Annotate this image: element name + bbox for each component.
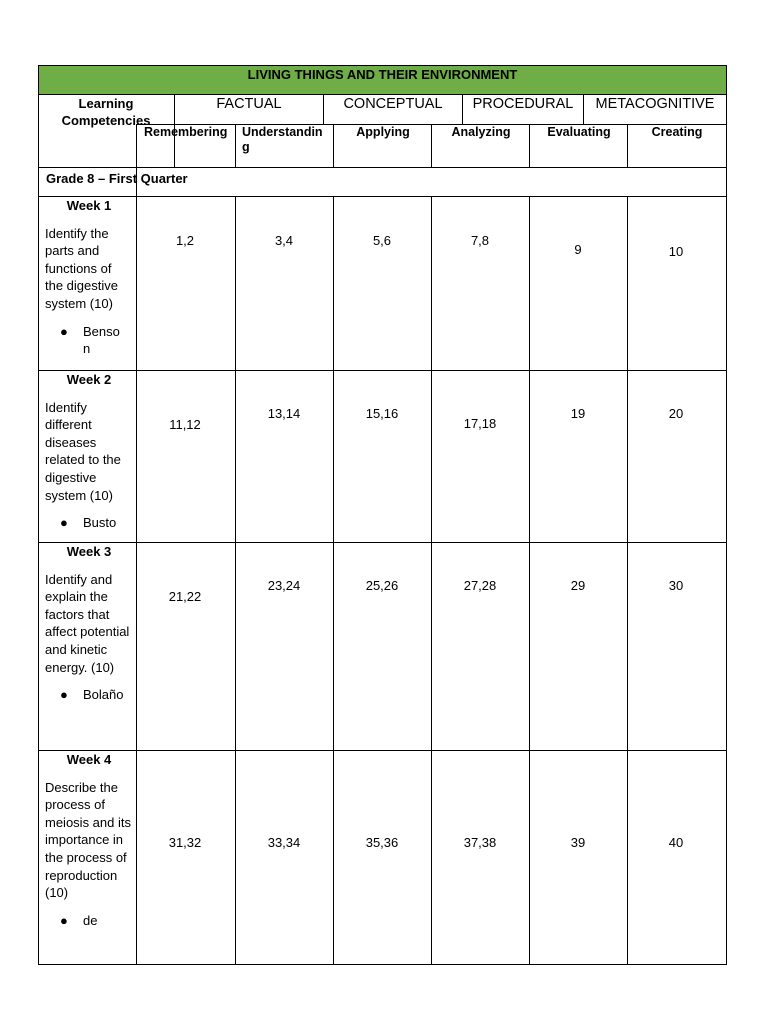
item-understanding: 33,34 <box>267 835 301 850</box>
level-creating: Creating <box>651 125 703 139</box>
dimension-procedural: PROCEDURAL <box>462 94 584 125</box>
bullet-icon: ● <box>60 912 68 928</box>
item-creating: 20 <box>668 406 684 421</box>
bullet-text: Benson <box>83 323 120 357</box>
competency-text: Describe the process of meiosis and its importance in the process of reproduction (10) <box>45 779 131 901</box>
item-remembering: 21,22 <box>168 589 202 604</box>
item-understanding: 23,24 <box>267 578 301 593</box>
list-item <box>38 514 124 532</box>
item-remembering: 11,12 <box>169 417 201 432</box>
item-understanding: 13,14 <box>267 406 301 421</box>
list-item <box>38 686 124 704</box>
bullet-text: de <box>83 912 98 928</box>
week-row-3 <box>38 542 136 750</box>
bullet-text: Busto <box>83 515 117 531</box>
week-title: Week 1 <box>66 198 112 213</box>
level-applying: Applying <box>356 125 410 139</box>
item-evaluating: 9 <box>574 242 582 257</box>
item-analyzing: 37,38 <box>463 835 497 850</box>
week-title: Week 4 <box>66 752 112 767</box>
item-creating: 10 <box>668 244 684 259</box>
level-remembering: Remembering <box>144 125 228 139</box>
bullet-icon: ● <box>60 687 68 703</box>
week-row-4 <box>38 750 136 965</box>
competency-text: Identify and explain the factors that affect potential and kinetic energy. (10) <box>45 571 130 675</box>
item-analyzing: 27,28 <box>463 578 497 593</box>
week-row-1 <box>38 196 136 370</box>
dimension-factual: FACTUAL <box>174 94 324 125</box>
item-applying: 35,36 <box>365 835 399 850</box>
table-title: LIVING THINGS AND THEIR ENVIRONMENT <box>38 65 727 95</box>
item-applying: 15,16 <box>365 406 399 421</box>
week-title: Week 2 <box>66 372 112 387</box>
item-analyzing: 17,18 <box>463 416 497 431</box>
level-understanding: Understanding <box>242 125 323 154</box>
item-remembering: 31,32 <box>168 835 202 850</box>
item-analyzing: 7,8 <box>470 233 490 248</box>
week-row-2 <box>38 370 136 542</box>
quarter-label: Grade 8 – First Quarter <box>46 171 188 186</box>
competency-text: Identify the parts and functions of the digestive system (10) <box>45 225 118 311</box>
assessment-table <box>38 65 727 965</box>
quarter-row <box>38 167 727 197</box>
item-creating: 40 <box>668 835 684 850</box>
item-remembering: 1,2 <box>175 233 195 248</box>
item-evaluating: 29 <box>570 578 586 593</box>
item-applying: 25,26 <box>365 578 399 593</box>
week-title: Week 3 <box>66 544 112 559</box>
bullet-text: Bolaño <box>83 687 124 703</box>
competency-text: Identify different diseases related to the digestive system (10) <box>45 399 121 503</box>
learning-competencies-header: Learning Competencies <box>61 96 151 128</box>
level-evaluating: Evaluating <box>547 125 611 139</box>
item-applying: 5,6 <box>372 233 392 248</box>
level-analyzing: Analyzing <box>451 125 511 139</box>
bullet-icon: ● <box>60 323 68 339</box>
item-evaluating: 39 <box>570 835 586 850</box>
item-creating: 30 <box>668 578 684 593</box>
dimension-metacognitive: METACOGNITIVE <box>583 94 727 125</box>
item-understanding: 3,4 <box>274 233 294 248</box>
item-evaluating: 19 <box>570 406 586 421</box>
dimension-conceptual: CONCEPTUAL <box>323 94 463 125</box>
bullet-icon: ● <box>60 515 68 531</box>
list-item <box>38 323 124 358</box>
list-item <box>38 912 124 930</box>
